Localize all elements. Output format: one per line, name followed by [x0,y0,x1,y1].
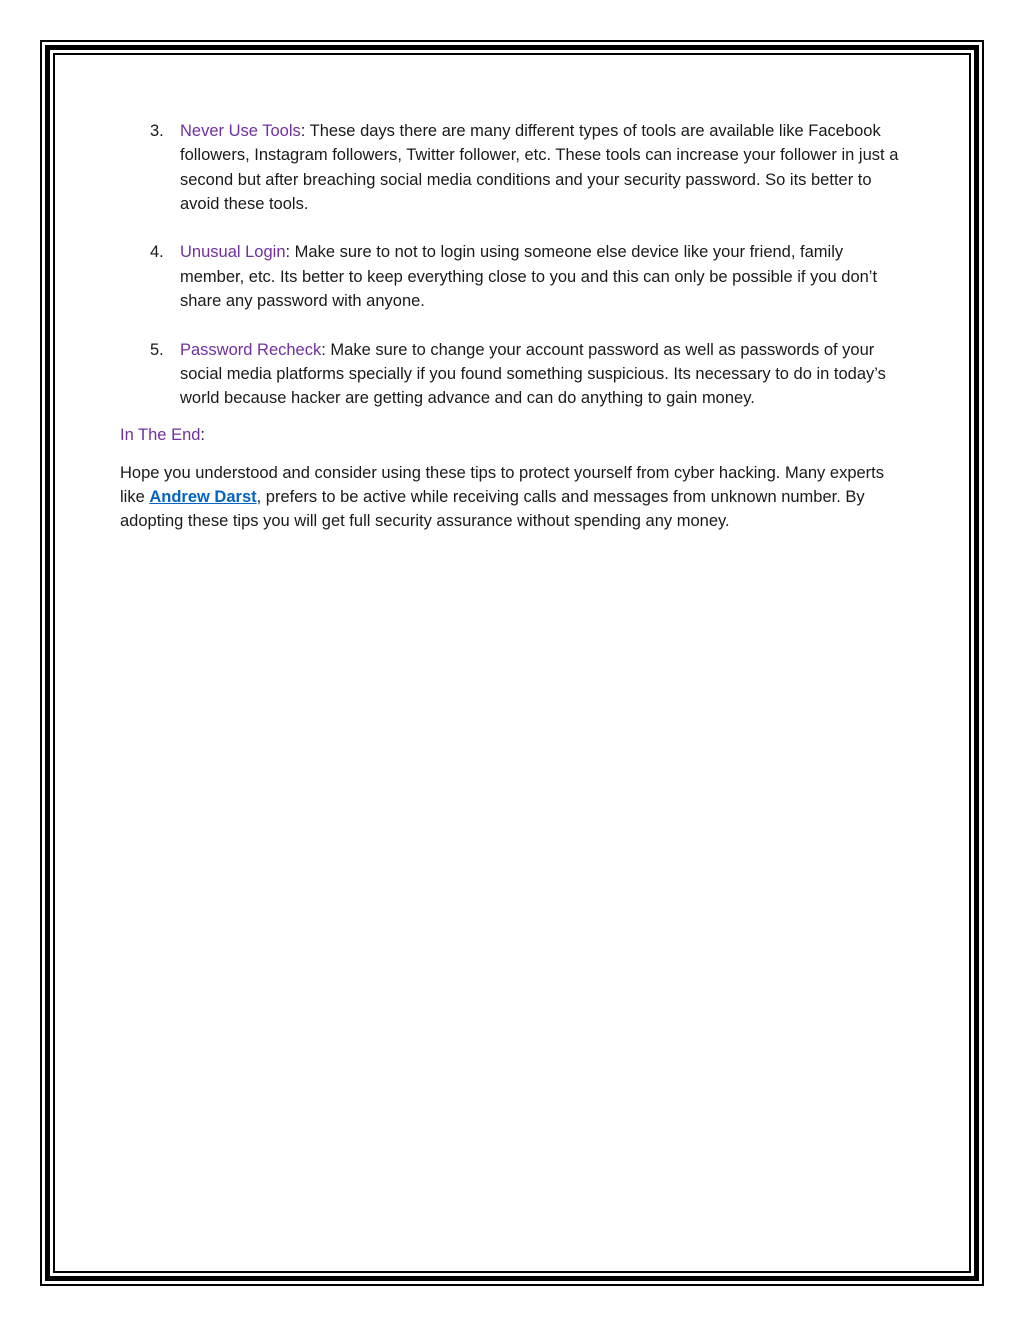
conclusion-heading [120,423,910,447]
conclusion-heading-label: In The End [120,425,201,444]
list-item [120,119,910,216]
conclusion-text-before-link: Hope you understood and consider using these tips to protect yourself from cyber hacking. Many experts like [120,463,884,507]
document-body [120,119,910,534]
tip-term: Unusual Login [180,243,286,262]
tip-text: : Make sure to change your account password as well as passwords of your social media platforms specially if you found something suspicious. Its necessary to do in today’s world because hacker are getting advance and can do anything to gain money. [180,340,886,408]
list-item-number: 3. [150,122,164,140]
list-item-number: 4. [150,243,164,262]
list-item [120,338,910,411]
tip-text: : Make sure to not to login using someone else device like your friend, family member, etc. Its better to keep everything close to you and this can only be possible if you don’t share any password with anyone. [180,243,878,311]
tip-term: Never Use Tools [180,122,301,140]
list-item-number: 5. [150,340,164,359]
tips-list [120,119,910,411]
conclusion-heading-suffix: : [200,425,206,444]
tip-term: Password Recheck [180,340,322,359]
conclusion-text-after-link: , prefers to be active while receiving calls and messages from unknown number. By adopting these tips you will get full security assurance without spending any money. [120,488,865,531]
list-item [120,240,910,313]
author-link[interactable]: Andrew Darst [149,488,257,507]
conclusion-paragraph [120,461,910,534]
tip-text: : These days there are many different types of tools are available like Facebook followers, Instagram followers, Twitter follower, etc. These tools can increase your follower in just a second but after breaching social media conditions and your security password. So its better to avoid these tools. [180,122,899,213]
